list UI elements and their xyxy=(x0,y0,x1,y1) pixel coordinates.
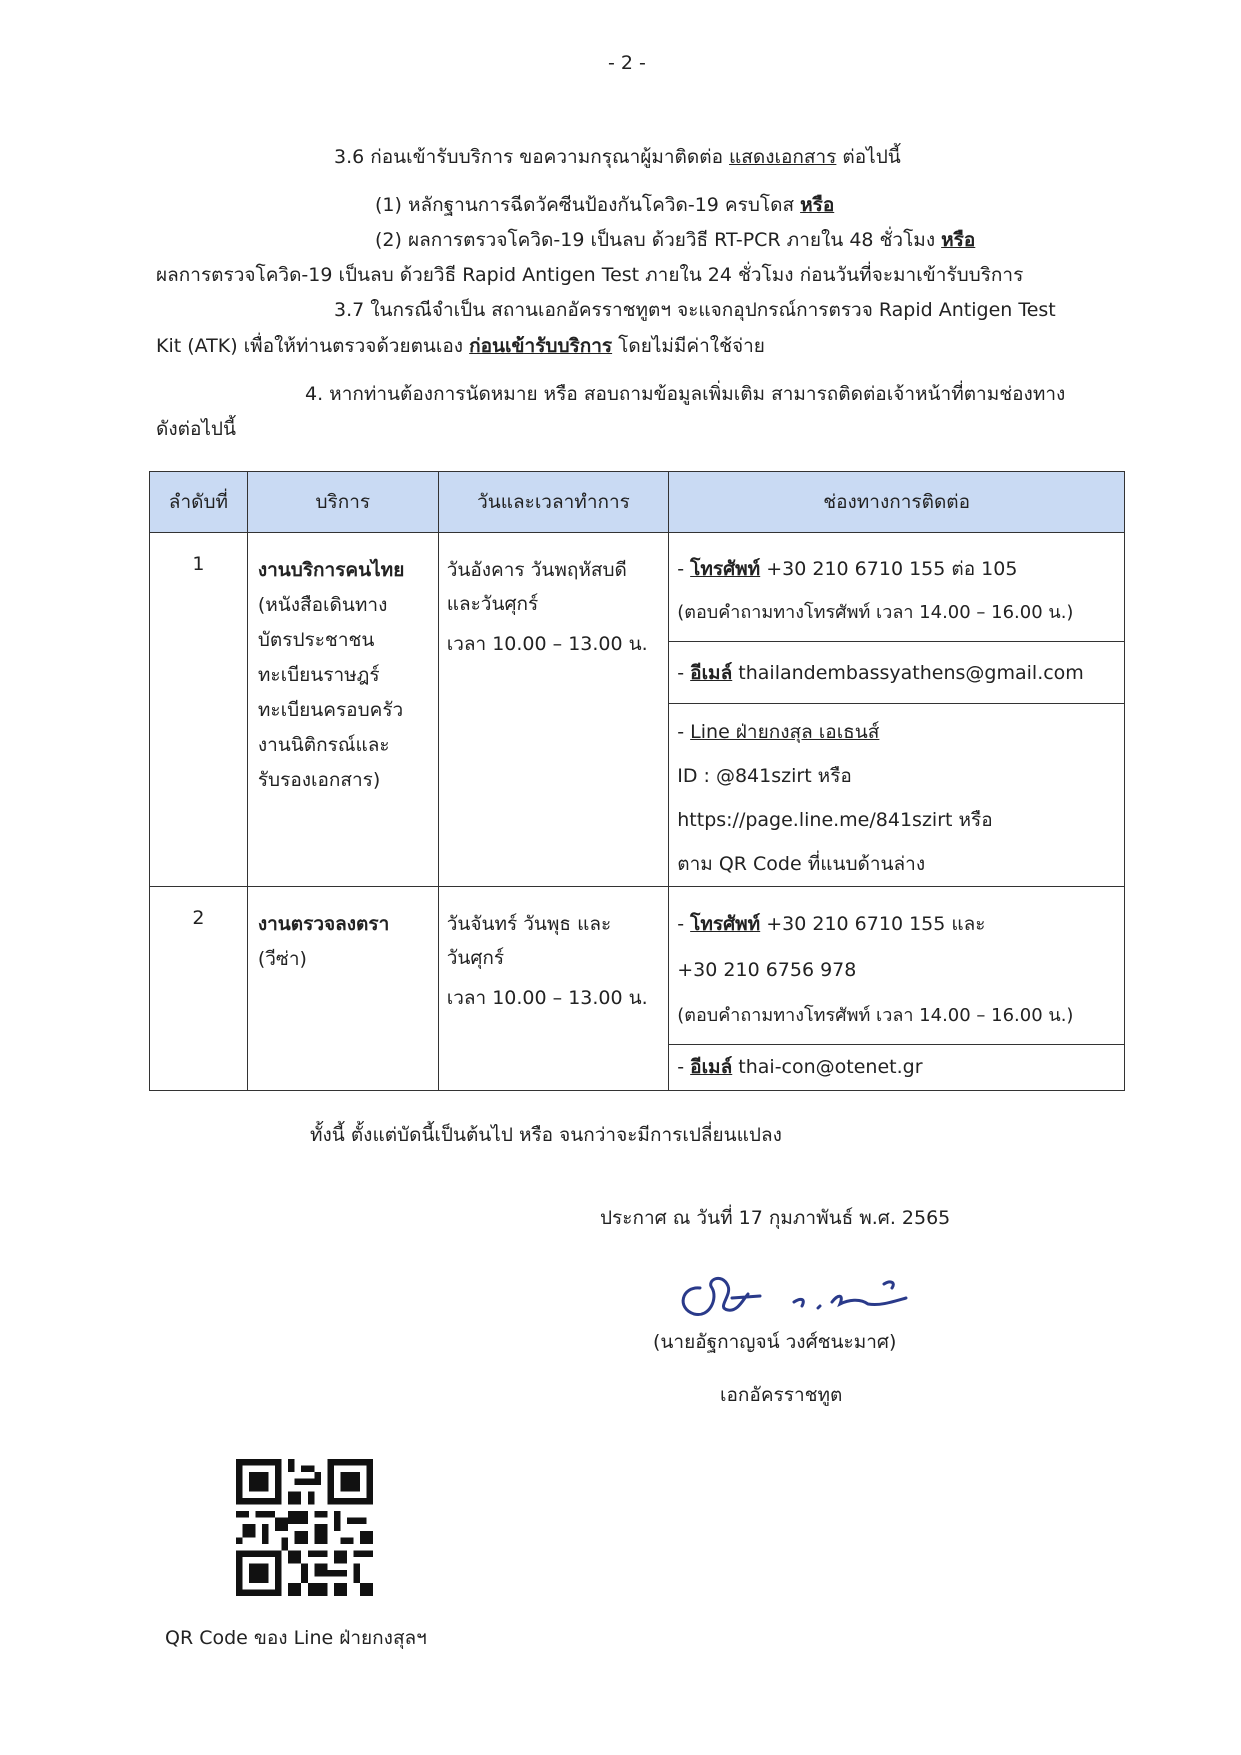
item-2-continued: ผลการตรวจโควิด-19 เป็นลบ ด้วยวิธี Rapid Antigen Test ภายใน 24 ชั่วโมง ก่อนวันที่จะมาเข้ารับบริการ xyxy=(156,264,1024,286)
qr-code-icon xyxy=(236,1459,373,1596)
contact-cell xyxy=(669,533,1125,887)
header-service: บริการ xyxy=(247,472,438,533)
service-cell: งานบริการคนไทย (หนังสือเดินทาง บัตรประชาชน ทะเบียนราษฎร์ ทะเบียนครอบครัว งานนิติกรณ์และ รับรองเอกสาร) xyxy=(247,533,438,887)
item-1: (1) หลักฐานการฉีดวัคซีนป้องกันโควิด-19 ครบโดส หรือ xyxy=(375,194,835,216)
signature-icon xyxy=(672,1258,942,1328)
section-4-line2: ดังต่อไปนี้ xyxy=(156,418,236,440)
service-title: งานตรวจลงตรา xyxy=(257,913,390,935)
emph-documents: แสดงเอกสาร xyxy=(729,146,837,168)
header-contact: ช่องทางการติดต่อ xyxy=(669,472,1125,533)
email-block: - อีเมล์ thailandembassyathens@gmail.com xyxy=(669,642,1124,704)
header-number: ลำดับที่ xyxy=(150,472,248,533)
email-block: - อีเมล์ thai-con@otenet.gr xyxy=(677,1056,923,1078)
phone-block: - โทรศัพท์ +30 210 6710 155 และ +30 210 6756 978 (ตอบคำถามทางโทรศัพท์ เวลา 14.00 – 16.00 น.) xyxy=(669,887,1124,1045)
contact-table xyxy=(149,471,1125,1091)
phone-block: - โทรศัพท์ +30 210 6710 155 ต่อ 105 (ตอบคำถามทางโทรศัพท์ เวลา 14.00 – 16.00 น.) xyxy=(669,533,1124,642)
section-4-line1: 4. หากท่านต้องการนัดหมาย หรือ สอบถามข้อมูลเพิ่มเติม สามารถติดต่อเจ้าหน้าที่ตามช่องทาง xyxy=(305,383,1066,405)
section-3-6: 3.6 ก่อนเข้ารับบริการ ขอความกรุณาผู้มาติดต่อ แสดงเอกสาร ต่อไปนี้ xyxy=(334,146,901,168)
line-block: - Line ฝ่ายกงสุล เอเธนส์ ID : @841szirt หรือ https://page.line.me/841szirt หรือ ตาม QR Code ที่แนบด้านล่าง xyxy=(669,704,1124,886)
service-cell: งานตรวจลงตรา (วีซ่า) xyxy=(247,887,438,1091)
effective-note: ทั้งนี้ ตั้งแต่บัดนี้เป็นต้นไป หรือ จนกว่าจะมีการเปลี่ยนแปลง xyxy=(310,1124,782,1146)
section-3-7-line1: 3.7 ในกรณีจำเป็น สถานเอกอัครราชทูตฯ จะแจกอุปกรณ์การตรวจ Rapid Antigen Test xyxy=(334,299,1056,321)
section-3-7-line2: Kit (ATK) เพื่อให้ท่านตรวจด้วยตนเอง ก่อนเข้ารับบริการ โดยไม่มีค่าใช้จ่าย xyxy=(156,335,765,357)
row-number: 1 xyxy=(150,533,248,887)
contact-cell xyxy=(669,887,1125,1091)
service-title: งานบริการคนไทย xyxy=(257,559,405,581)
header-hours: วันและเวลาทำการ xyxy=(438,472,669,533)
signer-title: เอกอัครราชทูต xyxy=(720,1384,843,1406)
qr-caption: QR Code ของ Line ฝ่ายกงสุลฯ xyxy=(165,1627,427,1649)
email-link[interactable]: thai-con@otenet.gr xyxy=(732,1056,923,1078)
table-row xyxy=(150,887,1125,1091)
hours-cell: วันจันทร์ วันพุธ และ วันศุกร์ เวลา 10.00 – 13.00 น. xyxy=(438,887,669,1091)
signer-name: (นายอัฐกาญจน์ วงศ์ชนะมาศ) xyxy=(653,1331,897,1353)
table-row xyxy=(150,533,1125,887)
item-2: (2) ผลการตรวจโควิด-19 เป็นลบ ด้วยวิธี RT-PCR ภายใน 48 ชั่วโมง หรือ xyxy=(375,229,976,251)
row-number: 2 xyxy=(150,887,248,1091)
announce-date: ประกาศ ณ วันที่ 17 กุมภาพันธ์ พ.ศ. 2565 xyxy=(600,1207,951,1229)
hours-cell: วันอังคาร วันพฤหัสบดี และวันศุกร์ เวลา 10.00 – 13.00 น. xyxy=(438,533,669,887)
line-url[interactable]: https://page.line.me/841szirt หรือ xyxy=(677,809,993,831)
email-link[interactable]: thailandembassyathens@gmail.com xyxy=(732,662,1084,684)
table-header-row xyxy=(150,472,1125,533)
page-number: - 2 - xyxy=(608,52,646,74)
